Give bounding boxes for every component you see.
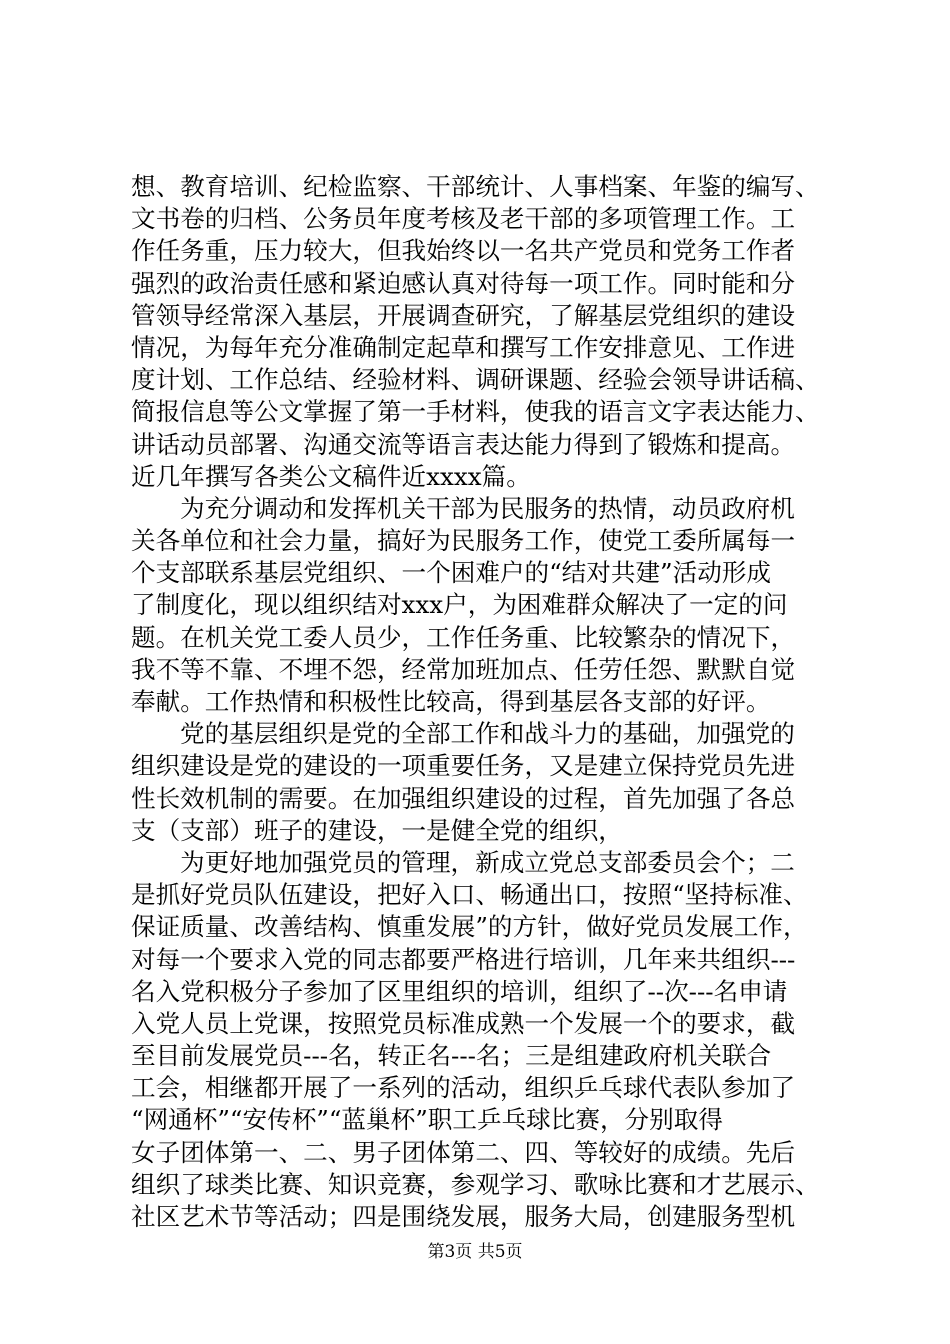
text-line: 近几年撰写各类公文稿件近xxxx篇。 (131, 461, 531, 491)
text-line: 关各单位和社会力量，搞好为民服务工作，使党工委所属每一 (131, 526, 796, 556)
text-line: 对每一个要求入党的同志都要严格进行培训，几年来共组织--- (131, 944, 796, 974)
paragraph (131, 718, 831, 847)
text-line: 女子团体第一、二、男子团体第二、四、等较好的成绩。先后 (131, 1137, 796, 1167)
text-line: 社区艺术节等活动；四是围绕发展，服务大局，创建服务型机 (131, 1202, 796, 1231)
text-line: 情况，为每年充分准确制定起草和撰写工作安排意见、工作进 (131, 332, 796, 362)
text-line: 性长效机制的需要。在加强组织建设的过程，首先加强了各总 (131, 783, 796, 813)
text-line: 保证质量、改善结构、慎重发展”的方针，做好党员发展工作， (131, 912, 808, 942)
page-number-footer: 第3页 共5页 (427, 1242, 523, 1262)
text-line: 为充分调动和发挥机关干部为民服务的热情，动员政府机 (180, 493, 795, 523)
text-line: 工会，相继都开展了一系列的活动，组织乒乓球代表队参加了 (131, 1073, 796, 1103)
text-line: 想、教育培训、纪检监察、干部统计、人事档案、年鉴的编写、 (131, 172, 820, 201)
text-line: 为更好地加强党员的管理，新成立党总支部委员会个；二 (180, 847, 795, 877)
text-line: “网通杯”“安传杯”“蓝巢杯”职工乒乓球比赛，分别取得 (131, 1105, 723, 1135)
text-line: 组织了球类比赛、知识竞赛，参观学习、歌咏比赛和才艺展示、 (131, 1169, 820, 1199)
text-line: 管领导经常深入基层，开展调查研究，了解基层党组织的建设 (131, 300, 796, 330)
text-line: 我不等不靠、不埋不怨，经常加班加点、任劳任怨、默默自觉 (131, 654, 796, 684)
text-line: 党的基层组织是党的全部工作和战斗力的基础，加强党的 (180, 719, 795, 749)
text-line: 支（支部）班子的建设，一是健全党的组织， (131, 815, 623, 845)
text-line: 入党人员上党课，按照党员标准成熟一个发展一个的要求，截 (131, 1008, 796, 1038)
text-line: 度计划、工作总结、经验材料、调研课题、经验会领导讲话稿、 (131, 365, 820, 395)
text-line: 强烈的政治责任感和紧迫感认真对待每一项工作。同时能和分 (131, 268, 796, 298)
text-line: 是抓好党员队伍建设，把好入口、畅通出口，按照“坚持标准、 (131, 880, 808, 910)
paragraph (131, 493, 831, 718)
text-line: 简报信息等公文掌握了第一手材料，使我的语言文字表达能力、 (131, 397, 820, 427)
text-line: 奉献。工作热情和积极性比较高，得到基层各支部的好评。 (131, 687, 771, 716)
text-line: 题。在机关党工委人员少，工作任务重、比较繁杂的情况下， (131, 622, 796, 652)
text-line: 组织建设是党的建设的一项重要任务，又是建立保持党员先进 (131, 751, 796, 781)
text-line: 讲话动员部署、沟通交流等语言表达能力得到了锻炼和提高。 (131, 429, 796, 459)
paragraph (131, 171, 831, 493)
text-line: 作任务重，压力较大，但我始终以一名共产党员和党务工作者 (131, 236, 796, 266)
text-line: 个支部联系基层党组织、一个困难户的“结对共建”活动形成 (131, 558, 771, 588)
text-line: 名入党积极分子参加了区里组织的培训，组织了--次---名申请 (131, 976, 788, 1006)
text-line: 至目前发展党员---名，转正名---名；三是组建政府机关联合 (131, 1041, 772, 1071)
text-line: 文书卷的归档、公务员年度考核及老干部的多项管理工作。工 (131, 204, 796, 234)
text-line: 了制度化，现以组织结对xxx户，为困难群众解决了一定的问 (131, 590, 788, 620)
paragraph (131, 847, 831, 1233)
document-body (131, 171, 831, 1233)
